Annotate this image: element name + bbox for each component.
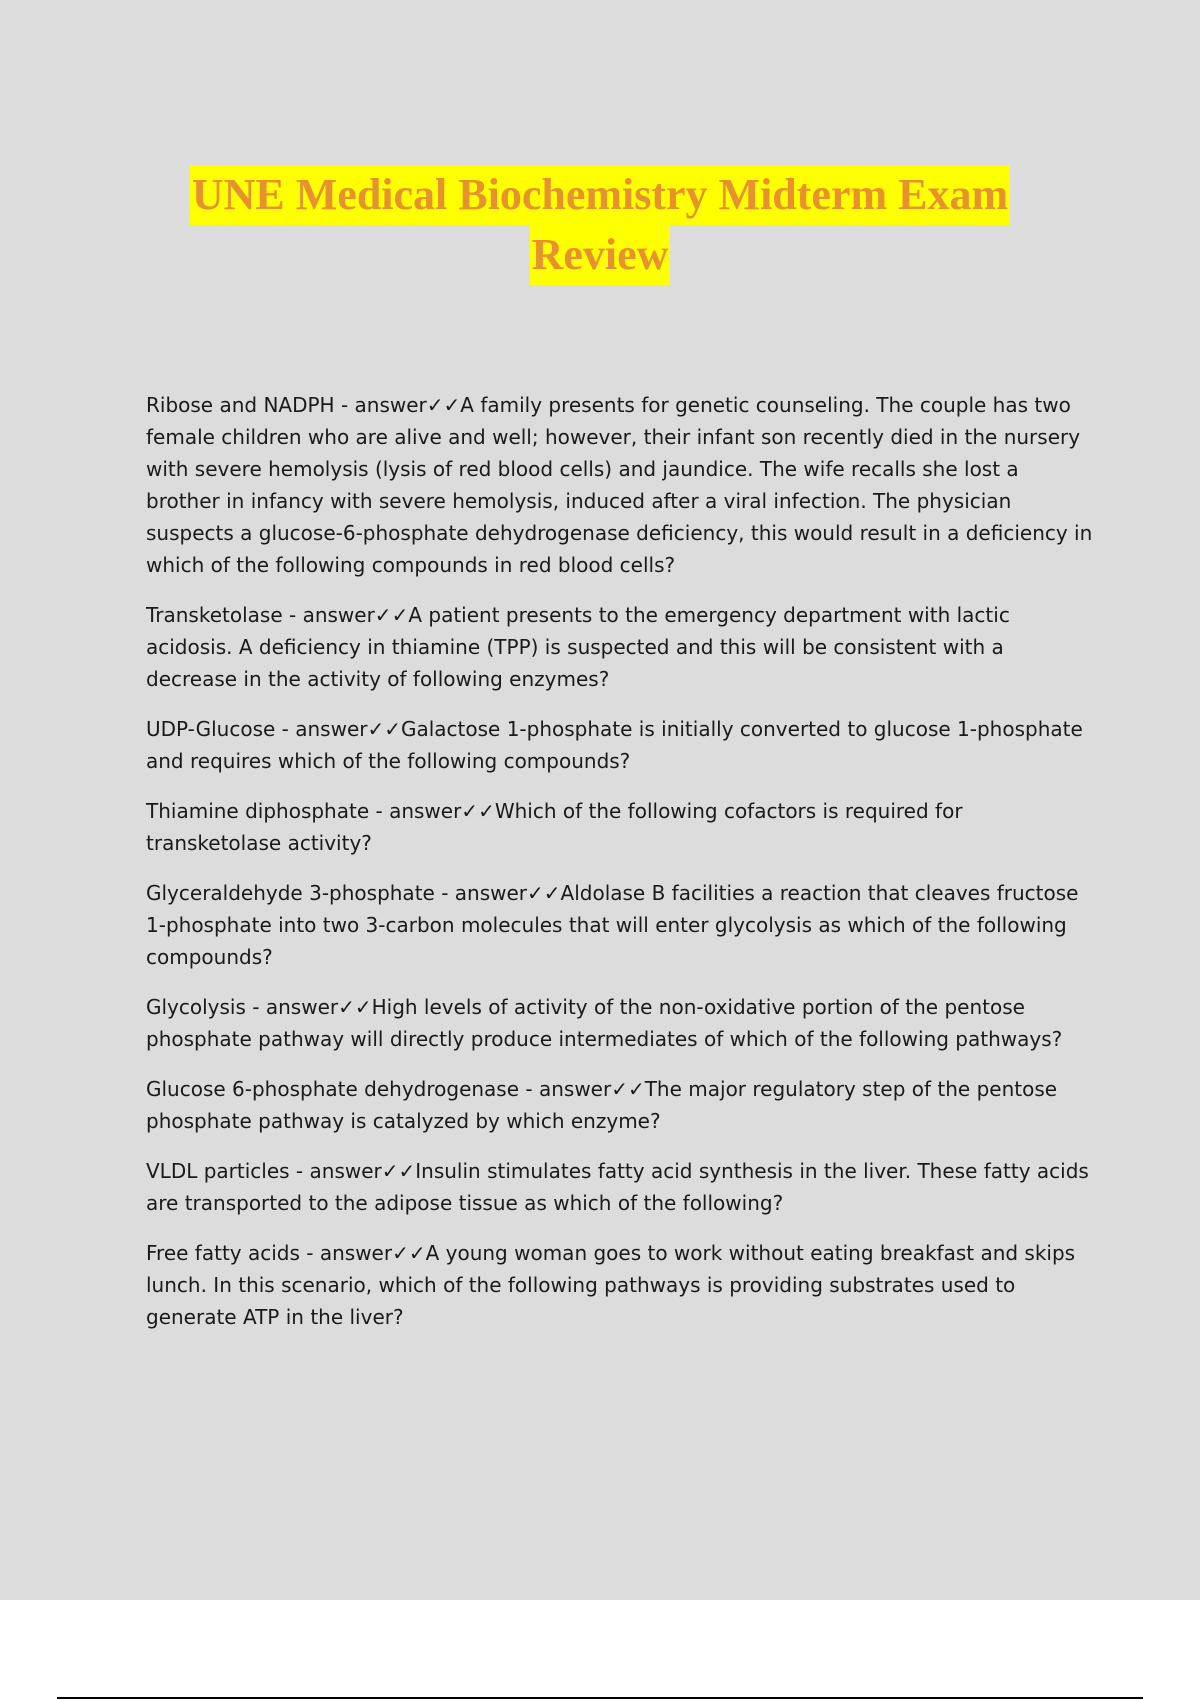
qa-item-glycolysis — [146, 991, 1096, 1055]
qa-item-ribose — [146, 389, 1096, 581]
qa-question: A family presents for genetic counseling. The couple has two female children who are alive and well; however, their infant son recently died in the nursery with severe hemolysis (lysis of red blood cells) and jaundice. The wife recalls she lost a brother in infancy with severe hemolysis, induced after a viral infection. The physician suspects a glucose-6-phosphate dehydrogenase deficiency, this would result in a deficiency in which of the following compounds in red blood cells? — [146, 393, 1093, 577]
title-line-1: UNE Medical Biochemistry Midterm Exam — [190, 165, 1010, 225]
qa-list — [146, 389, 1096, 1351]
qa-separator: - answer✓✓ — [275, 717, 401, 741]
qa-answer: UDP-Glucose — [146, 717, 276, 741]
qa-separator: - answer✓✓ — [519, 1077, 645, 1101]
qa-answer: Transketolase — [146, 603, 283, 627]
document-title — [0, 165, 1200, 285]
qa-separator: - answer✓✓ — [282, 603, 409, 627]
qa-answer: Glycolysis — [146, 995, 246, 1019]
qa-answer: VLDL particles — [146, 1159, 290, 1183]
qa-item-thiamine — [146, 795, 1096, 859]
footer-divider — [57, 1697, 1143, 1699]
qa-separator: - answer✓✓ — [289, 1159, 416, 1183]
qa-answer: Glucose 6-phosphate dehydrogenase — [146, 1077, 520, 1101]
qa-question: Galactose 1-phosphate is initially converted to glucose 1-phosphate and requires which of the following compounds? — [146, 717, 1083, 773]
qa-separator: - answer✓✓ — [245, 995, 372, 1019]
qa-separator: - answer✓✓ — [299, 1241, 426, 1265]
qa-separator: - answer✓✓ — [369, 799, 495, 823]
qa-item-glyceraldehyde — [146, 877, 1096, 973]
qa-separator: - answer✓✓ — [334, 393, 461, 417]
qa-question: Aldolase B facilities a reaction that cleaves fructose 1-phosphate into two 3-carbon molecules that will enter glycolysis as which of the following compounds? — [146, 881, 1079, 969]
qa-question: The major regulatory step of the pentose phosphate pathway is catalyzed by which enzyme? — [146, 1077, 1058, 1133]
qa-answer: Thiamine diphosphate — [146, 799, 370, 823]
qa-item-transketolase — [146, 599, 1096, 695]
qa-item-g6pd — [146, 1073, 1096, 1137]
qa-question: Insulin stimulates fatty acid synthesis in the liver. These fatty acids are transported to the adipose tissue as which of the following? — [146, 1159, 1089, 1215]
qa-answer: Glyceraldehyde 3-phosphate — [146, 881, 435, 905]
qa-answer: Ribose and NADPH — [146, 393, 335, 417]
qa-question: Which of the following cofactors is required for transketolase activity? — [146, 799, 963, 855]
qa-item-vldl — [146, 1155, 1096, 1219]
qa-separator: - answer✓✓ — [434, 881, 561, 905]
qa-question: A patient presents to the emergency department with lactic acidosis. A deficiency in thiamine (TPP) is suspected and this will be consistent with a decrease in the activity of following enzymes? — [146, 603, 1010, 691]
qa-item-free-fatty-acids — [146, 1237, 1096, 1333]
qa-item-udp-glucose — [146, 713, 1096, 777]
qa-question: High levels of activity of the non-oxidative portion of the pentose phosphate pathway will directly produce intermediates of which of the following pathways? — [146, 995, 1063, 1051]
title-line-2: Review — [530, 225, 671, 285]
qa-answer: Free fatty acids — [146, 1241, 300, 1265]
qa-question: A young woman goes to work without eating breakfast and skips lunch. In this scenario, which of the following pathways is providing substrates used to generate ATP in the liver? — [146, 1241, 1076, 1329]
